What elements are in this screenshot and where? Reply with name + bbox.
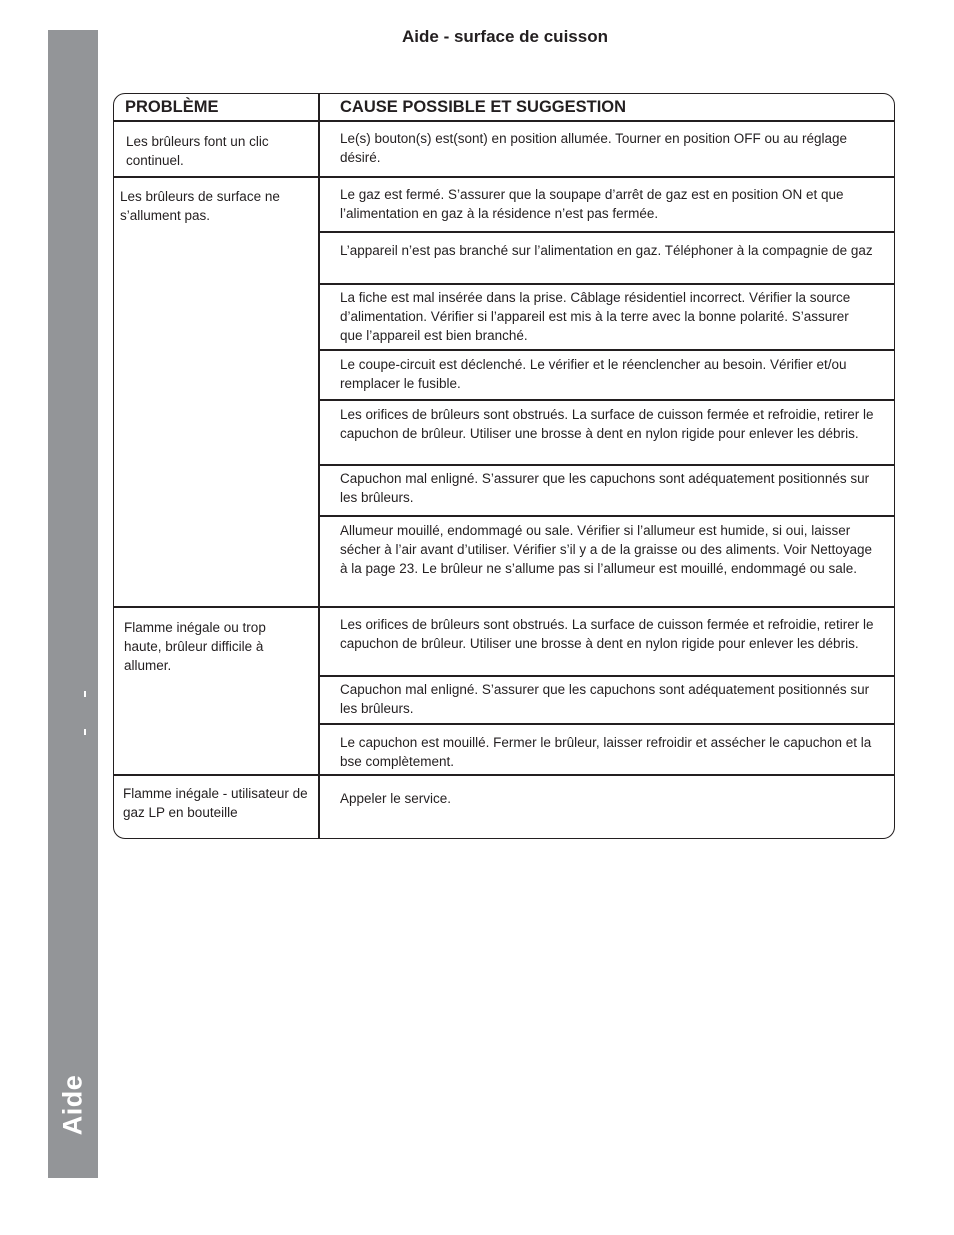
problem-cell: Les brûleurs de surface ne s’allument pas.	[120, 189, 280, 223]
cause-cell: L’appareil n’est pas branché sur l’alimentation en gaz. Téléphoner à la compagnie de gaz	[340, 243, 873, 258]
tick-mark	[84, 729, 86, 735]
cause-divider	[319, 515, 894, 517]
problem-cell: Les brûleurs font un clic continuel.	[126, 134, 269, 168]
page-title: Aide - surface de cuisson	[402, 27, 608, 46]
column-divider	[318, 94, 320, 838]
side-tab-label: Aide	[57, 1074, 88, 1136]
cause-divider	[319, 399, 894, 401]
cause-cell: La fiche est mal insérée dans la prise. Câblage résidentiel incorrect. Vérifier la source d’alimentation. Vérifier si l’appareil est mis à la terre avec la bonne polarité. S’assurer que l’appareil est bien branché.	[340, 290, 851, 343]
cause-cell: Appeler le service.	[340, 791, 452, 806]
cause-divider	[319, 349, 894, 351]
cause-cell: Capuchon mal enligné. S’assurer que les capuchons sont adéquatement positionnés sur les brûleurs.	[340, 682, 870, 716]
row-divider	[114, 120, 894, 122]
troubleshooting-table	[113, 93, 895, 839]
header-problem: PROBLÈME	[125, 98, 219, 116]
cause-divider	[319, 464, 894, 466]
cause-cell: Les orifices de brûleurs sont obstrués. La surface de cuisson fermée et refroidie, retirer le capuchon de brûleur. Utiliser une brosse à dent en nylon rigide pour enlever les débris.	[340, 407, 874, 441]
cause-divider	[319, 723, 894, 725]
side-tab	[48, 30, 98, 1178]
problem-cell: Flamme inégale - utilisateur de gaz LP en bouteille	[123, 786, 308, 820]
cause-cell: Le coupe-circuit est déclenché. Le vérifier et le réenclencher au besoin. Vérifier et/ou remplacer le fusible.	[340, 357, 847, 391]
cause-cell: Allumeur mouillé, endommagé ou sale. Vérifier si l’allumeur est humide, si oui, laisser sécher à l’air avant d’utiliser. Vérifier s’il y a de la graisse ou des aliments. Voir Nettoyage à la page 23. Le brûleur ne s’allume pas si l’allumeur est mouillé, endommagé ou sale.	[340, 523, 873, 576]
tick-mark	[84, 691, 86, 697]
cause-cell: Les orifices de brûleurs sont obstrués. La surface de cuisson fermée et refroidie, retirer le capuchon de brûleur. Utiliser une brosse à dent en nylon rigide pour enlever les débris.	[340, 617, 874, 651]
cause-cell: Le gaz est fermé. S’assurer que la soupape d’arrêt de gaz est en position ON et que l’alimentation en gaz à la résidence n’est pas fermée.	[340, 187, 844, 221]
row-divider	[114, 774, 894, 776]
cause-cell: Le(s) bouton(s) est(sont) en position allumée. Tourner en position OFF ou au réglage désiré.	[340, 131, 848, 165]
row-divider	[114, 176, 894, 178]
problem-cell: Flamme inégale ou trop haute, brûleur difficile à allumer.	[124, 620, 266, 673]
row-divider	[114, 606, 894, 608]
cause-divider	[319, 231, 894, 233]
cause-divider	[319, 675, 894, 677]
cause-cell: Le capuchon est mouillé. Fermer le brûleur, laisser refroidir et assécher le capuchon et la bse complètement.	[340, 735, 872, 769]
cause-cell: Capuchon mal enligné. S’assurer que les capuchons sont adéquatement positionnés sur les brûleurs.	[340, 471, 870, 505]
cause-divider	[319, 283, 894, 285]
header-cause: CAUSE POSSIBLE ET SUGGESTION	[340, 98, 627, 116]
